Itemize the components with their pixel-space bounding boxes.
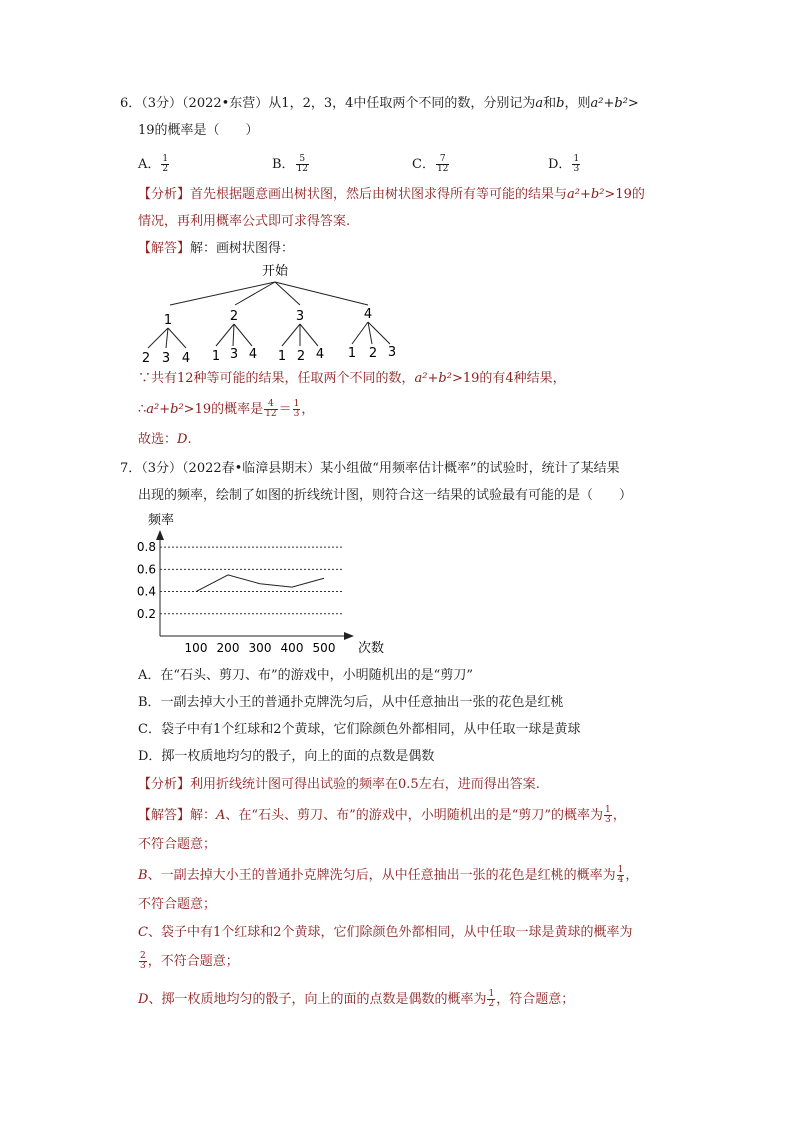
q7-option-b: B．一副去掉大小王的普通扑克牌洗匀后，从中任意抽出一张的花色是红桃 xyxy=(138,695,564,710)
q6-choose-line: 故选：D. xyxy=(138,432,192,447)
chart-x-tick-3: 400 xyxy=(280,641,304,655)
chart-series-line xyxy=(196,575,324,592)
chart-y-arrow xyxy=(156,530,164,540)
q7-stem-line1: 7．（3分）（2022春•临漳县期末）某小组做“用频率估计概率”的试验时，统计了某结果 xyxy=(120,461,620,476)
q6-therefore-line: ∴a²+b²>19的概率是 $\frac{4}{12}$ ＝ $\frac{1}{3}$ ， xyxy=(138,399,315,419)
q7-stem-line2: 出现的频率，绘制了如图的折线统计图，则符合这一结果的试验最有可能的是（ ） xyxy=(138,488,633,503)
q7-answer-c-line2: $\frac{2}{3}$ ，不符合题意； xyxy=(140,951,239,971)
tree-leaf-3-a: 1 xyxy=(277,349,287,364)
tree-node-3: 3 xyxy=(295,309,305,324)
q6-stem-line1: 6．（3分）（2022•东营）从1，2，3，4中任取两个不同的数，分别记为a和b，则a²+b²> xyxy=(120,96,639,111)
q6-analysis-line2: 情况，再利用概率公式即可求得答案. xyxy=(138,214,351,229)
chart-x-ticks xyxy=(185,641,336,655)
tree-edge-3-a xyxy=(282,324,300,346)
tree-leaf-4-a: 1 xyxy=(347,346,357,361)
q6-option-a: A． $\frac{1}{2}$ xyxy=(138,154,169,174)
tree-node-2: 2 xyxy=(229,309,239,324)
q7-analysis: 【分析】利用折线统计图可得出试验的频率在0.5左右，进而得出答案. xyxy=(138,777,540,792)
tree-edge-1-a xyxy=(148,328,168,348)
chart-y-tick-3: 0.2 xyxy=(136,606,156,621)
chart-ylabel: 频率 xyxy=(148,513,175,528)
q7-answer-d: D、掷一枚质地均匀的骰子，向上的面的点数是偶数的概率为 $\frac{1}{2}$ ，符合题意； xyxy=(138,989,575,1009)
tree-edge-2-a xyxy=(216,324,234,346)
tree-edge-root-2 xyxy=(235,282,275,305)
tree-leaf-2-b: 3 xyxy=(229,347,239,362)
tree-leaf-2-a: 1 xyxy=(211,349,221,364)
tree-edge-4-a xyxy=(352,322,368,344)
chart-x-arrow xyxy=(344,632,354,640)
tree-edge-root-4 xyxy=(275,282,368,305)
q7-answer-a: 【解答】解：A、在“石头、剪刀、布”的游戏中，小明随机出的是“剪刀”的概率为 $\frac{1}{3}$ ， xyxy=(138,805,626,825)
tree-node-1: 1 xyxy=(163,313,173,328)
q6-option-c: C． $\frac{7}{12}$ xyxy=(412,154,449,174)
tree-leaf-4-c: 3 xyxy=(387,345,397,360)
tree-leaf-2-c: 4 xyxy=(248,347,258,362)
tree-leaf-3-c: 4 xyxy=(315,347,325,362)
q6-because-line: ∵共有12种等可能的结果，任取两个不同的数，a²+b²>19的有4种结果， xyxy=(138,371,566,386)
q6-stem-line2: 19的概率是（ ） xyxy=(138,123,259,138)
tree-node-4: 4 xyxy=(363,307,373,322)
chart-y-tick-1: 0.6 xyxy=(136,562,156,577)
q7-option-d: D．掷一枚质地均匀的骰子，向上的面的点数是偶数 xyxy=(138,749,435,764)
tree-edge-2-c xyxy=(234,324,252,346)
chart-y-tick-0: 0.8 xyxy=(136,540,156,555)
tree-root: 开始 xyxy=(261,264,289,279)
chart-x-tick-0: 100 xyxy=(184,641,208,655)
tree-edge-1-c xyxy=(168,328,186,348)
q7-answer-b: B、一副去掉大小王的普通扑克牌洗匀后，从中任意抽出一张的花色是红桃的概率为 $\frac{1}{4}$ ， xyxy=(138,865,639,885)
chart-y-tick-2: 0.4 xyxy=(136,584,156,599)
tree-leaf-1-c: 4 xyxy=(181,351,191,366)
tree-edge-1-b xyxy=(166,328,168,348)
chart-xlabel: 次数 xyxy=(358,641,385,656)
q7-option-c: C．袋子中有1个红球和2个黄球，它们除颜色外都相同，从中任取一球是黄球 xyxy=(138,722,581,737)
tree-edge-root-1 xyxy=(170,282,275,305)
q7-answer-a-line2: 不符合题意； xyxy=(138,837,217,852)
tree-leaf-1-a: 2 xyxy=(141,351,151,366)
chart-x-tick-1: 200 xyxy=(216,641,240,655)
tree-edge-3-c xyxy=(300,324,318,346)
q6-analysis-line1: 【分析】首先根据题意画出树状图，然后由树状图求得所有等可能的结果与a²+b²>19的 xyxy=(138,187,645,202)
tree-leaf-1-b: 3 xyxy=(161,351,171,366)
q6-option-b: B． $\frac{5}{12}$ xyxy=(272,154,309,174)
q7-option-a: A．在“石头、剪刀、布”的游戏中，小明随机出的是“剪刀” xyxy=(138,668,473,683)
chart-y-ticks xyxy=(137,540,156,621)
q7-answer-b-line2: 不符合题意； xyxy=(138,897,217,912)
tree-edge-2-b xyxy=(233,324,234,346)
frequency-line-chart xyxy=(130,508,385,658)
q7-answer-c: C、袋子中有1个红球和2个黄球，它们除颜色外都相同，从中任取一球是黄球的概率为 xyxy=(138,925,633,940)
q6-answer-intro: 【解答】解：画树状图得： xyxy=(138,241,295,256)
chart-x-tick-2: 300 xyxy=(248,641,272,655)
tree-leaf-3-b: 2 xyxy=(296,349,306,364)
tree-diagram xyxy=(130,260,420,370)
tree-leaf-4-b: 2 xyxy=(368,346,378,361)
chart-x-tick-4: 500 xyxy=(312,641,336,655)
q6-option-d: D． $\frac{1}{3}$ xyxy=(548,154,580,174)
